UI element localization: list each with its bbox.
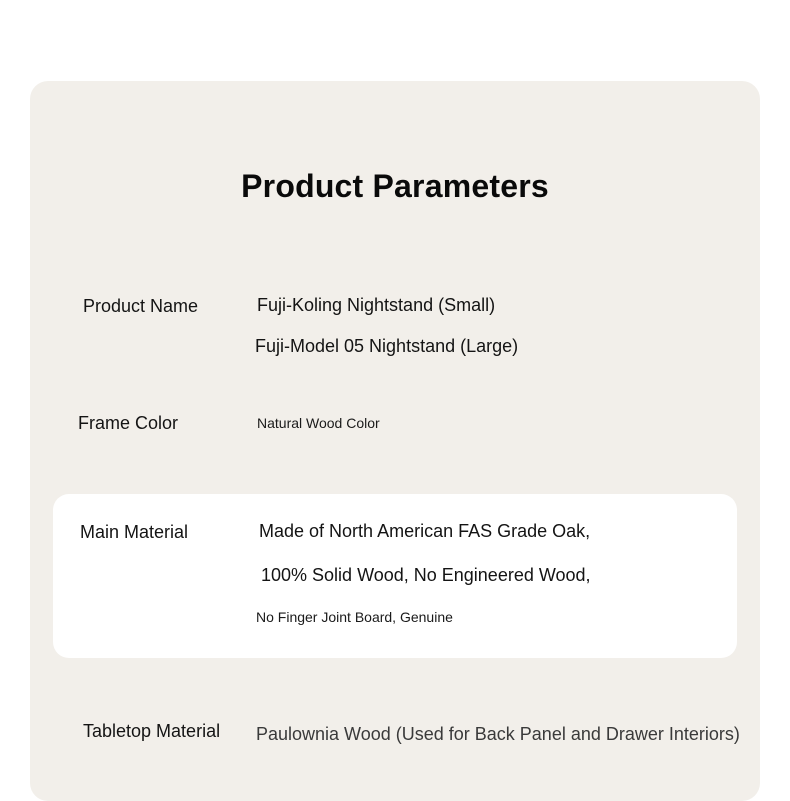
tabletop-material-value: Paulownia Wood (Used for Back Panel and Drawer Interiors) (256, 724, 740, 744)
frame-color-label: Frame Color (78, 413, 179, 433)
main-material-line-3: No Finger Joint Board, Genuine (256, 609, 453, 625)
frame-color-value: Natural Wood Color (257, 415, 380, 431)
page-title: Product Parameters (241, 168, 549, 204)
tabletop-material-label: Tabletop Material (83, 721, 221, 741)
product-name-value-large: Fuji-Model 05 Nightstand (Large) (255, 336, 519, 356)
product-name-value-small: Fuji-Koling Nightstand (Small) (257, 295, 496, 315)
main-material-line-1: Made of North American FAS Grade Oak, (259, 521, 591, 541)
main-material-line-2: 100% Solid Wood, No Engineered Wood, (261, 565, 591, 585)
product-name-label: Product Name (83, 296, 199, 316)
main-material-label: Main Material (80, 522, 189, 542)
